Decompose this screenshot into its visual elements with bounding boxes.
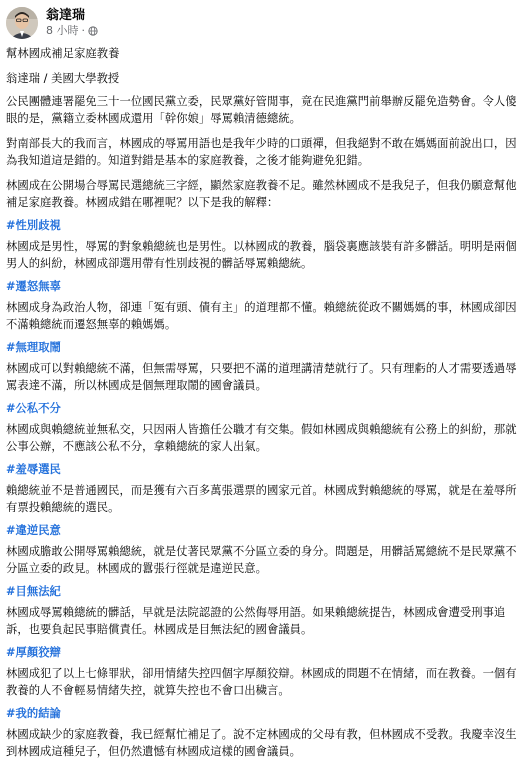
hashtag-link[interactable]: #厚顏狡辯 bbox=[6, 646, 61, 659]
section-text: 林國成與賴總統並無私交，只因兩人皆擔任公職才有交集。假如林國成與賴總統有公務上的糾紛，那就公事公辦，不應該公私不分，拿賴總統的家人出氣。 bbox=[6, 423, 517, 453]
hashtag-link[interactable]: #羞辱選民 bbox=[6, 463, 61, 476]
section-text: 林國成犯了以上七條罪狀，卻用情緒失控四個字厚顏狡辯。林國成的問題不在情緒，而在教養。一個有教養的人不會輕易情緒失控，就算失控也不會口出穢言。 bbox=[6, 667, 517, 697]
hashtag-link[interactable]: #我的結論 bbox=[6, 707, 61, 720]
section-text: 賴總統並不是普通國民，而是獲有六百多萬張選票的國家元首。林國成對賴總統的辱罵，就是在羞辱所有票投賴總統的選民。 bbox=[6, 484, 517, 514]
post-time[interactable]: 8 小時 bbox=[46, 24, 79, 37]
hashtag-link[interactable]: #違逆民意 bbox=[6, 524, 61, 537]
author-block bbox=[46, 8, 98, 38]
paragraph-2: 對南部長大的我而言，林國成的辱罵用語也是我年少時的口頭禪，但我絕對不敢在媽媽面前說出口，因為我知道這是錯的。知道對錯是基本的家庭教養，之後才能夠避免犯錯。 bbox=[6, 137, 517, 167]
hashtag-link[interactable]: #遷怒無辜 bbox=[6, 280, 61, 293]
hashtag-link[interactable]: #性別歧視 bbox=[6, 219, 61, 232]
hashtag-link[interactable]: #公私不分 bbox=[6, 402, 61, 415]
post-body bbox=[6, 45, 521, 760]
section-text: 林國成身為政治人物，卻連「冤有頭、債有主」的道理都不懂。賴總統從政不關媽媽的事，林國成卻因不滿賴總統而遷怒無辜的賴媽媽。 bbox=[6, 301, 517, 331]
post-byline: 翁達瑞 / 美國大學教授 bbox=[6, 72, 120, 85]
post-header bbox=[6, 5, 521, 41]
globe-icon[interactable] bbox=[88, 26, 98, 36]
meta-separator: · bbox=[81, 24, 85, 37]
paragraph-intro: 公民團體連署罷免三十一位國民黨立委，民眾黨好管閒事，竟在民進黨門前舉辦反罷免造勢會。令人傻眼的是，黨籍立委林國成還用「幹你娘」辱罵賴清德總統。 bbox=[6, 95, 517, 125]
post-meta bbox=[46, 24, 98, 38]
section-text: 林國成可以對賴總統不滿，但無需辱罵，只要把不滿的道理講清楚就行了。只有理虧的人才需要透過辱罵表達不滿，所以林國成是個無理取鬧的國會議員。 bbox=[6, 362, 517, 392]
author-name[interactable]: 翁達瑞 bbox=[46, 8, 86, 23]
section-text: 林國成缺少的家庭教養，我已經幫忙補足了。說不定林國成的父母有教，但林國成不受教。我慶幸沒生到林國成這種兒子，但仍然遺憾有林國成這樣的國會議員。 bbox=[6, 728, 517, 758]
paragraph-3: 林國成在公開場合辱罵民選總統三字經，顯然家庭教養不足。雖然林國成不是我兒子，但我仍願意幫他補足家庭教養。林國成錯在哪裡呢？以下是我的解釋： bbox=[6, 179, 517, 209]
section-text: 林國成膽敢公開辱罵賴總統，就是仗著民眾黨不分區立委的身分。問題是，用髒話罵總統不是民眾黨不分區立委的政見。林國成的囂張行徑就是違逆民意。 bbox=[6, 545, 517, 575]
hashtag-link[interactable]: #目無法紀 bbox=[6, 585, 61, 598]
hashtag-link[interactable]: #無理取鬧 bbox=[6, 341, 61, 354]
avatar-portrait-icon bbox=[6, 7, 38, 39]
author-avatar[interactable] bbox=[6, 7, 38, 39]
section-text: 林國成辱罵賴總統的髒話，早就是法院認證的公然侮辱用語。如果賴總統提告，林國成會遭受刑事追訴，也要負起民事賠償責任。林國成是目無法紀的國會議員。 bbox=[6, 606, 506, 636]
post-title: 幫林國成補足家庭教養 bbox=[6, 47, 120, 60]
section-text: 林國成是男性，辱罵的對象賴總統也是男性。以林國成的教養，腦袋裏應該裝有許多髒話。明明是兩個男人的糾紛，林國成卻選用帶有性別歧視的髒話辱罵賴總統。 bbox=[6, 240, 517, 270]
